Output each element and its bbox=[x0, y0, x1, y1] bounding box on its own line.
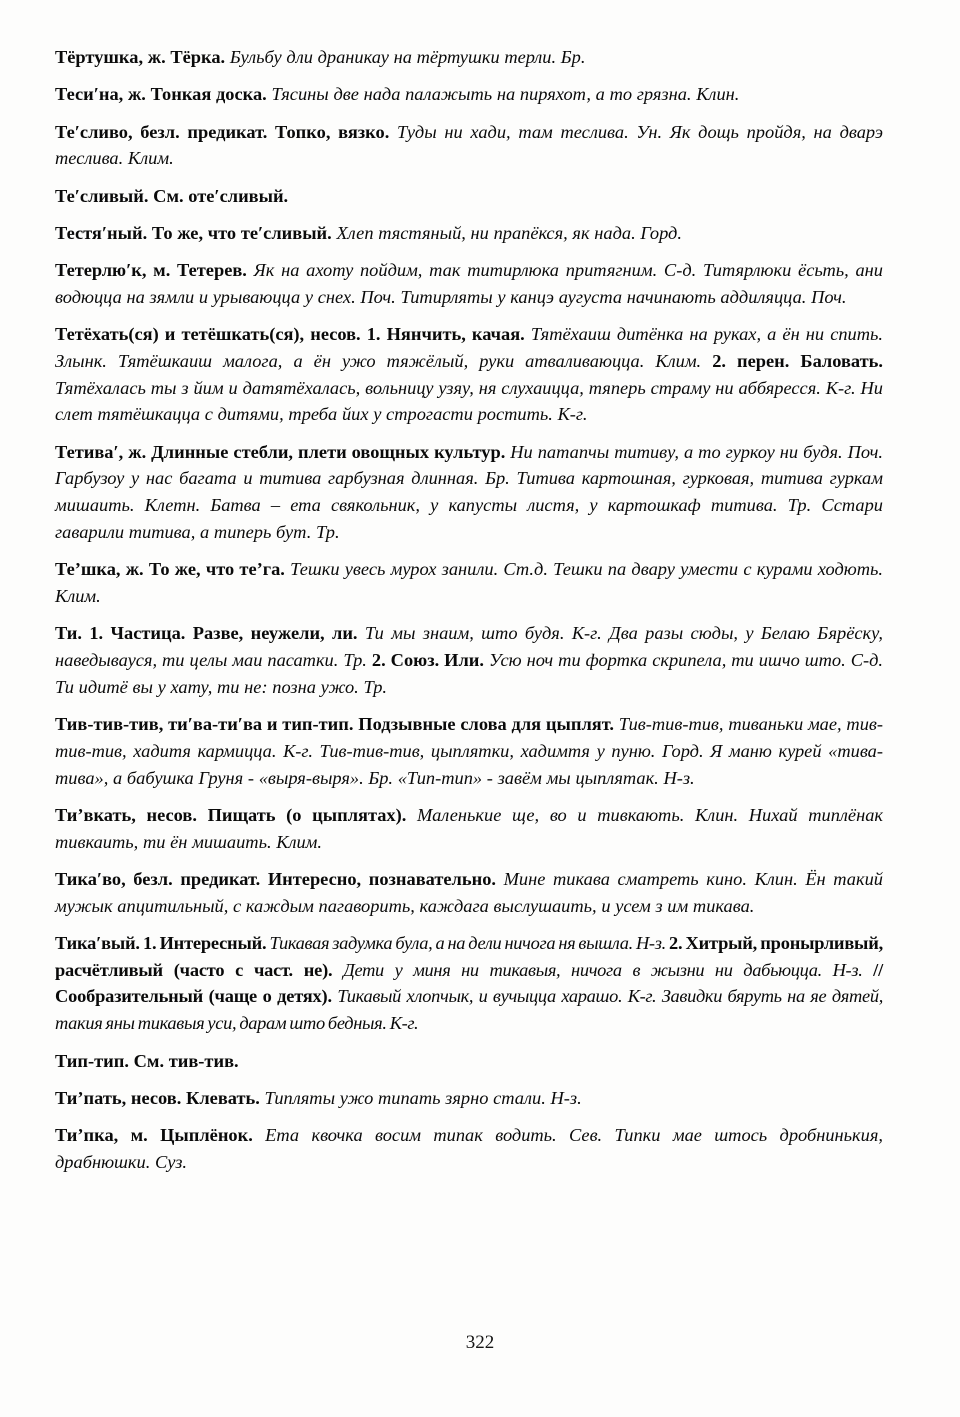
entry-headword: Тетерлю′к, м. Тетерев. bbox=[55, 260, 247, 281]
dictionary-entry bbox=[55, 866, 883, 920]
entry-example: Бульбу дли драникау на тёртушки терли. Бр. bbox=[229, 47, 586, 67]
entry-example: Ни патапчы титиву, а то гуркоу ни будя. Поч. Гарбузоу у нас багата и титива гарбузная длинная. Бр. Титива картошная, гурковая, титива гуркам мишаить. Клетн. Батва – ета свякольник, у капусты листя, у картошкаф титива. Тр. Сстари гаварили титива, а типерь бут. Тр. bbox=[55, 441, 883, 542]
entry-example: Мине тикава сматреть кино. Клин. Ён такий мужык апцитильный, с каждым пагаворить, каждага выслушаить, и усем з им тикава. bbox=[55, 868, 883, 916]
entry-headword: Тика′вый. 1. Интересный. bbox=[55, 932, 267, 953]
entry-example: Ета квочка восим типак водить. Сев. Типки мае штось дробнинькия, драбнюшки. Суз. bbox=[55, 1125, 883, 1172]
entry-example: Типляты ужо типать зярно стали. Н-з. bbox=[264, 1087, 582, 1108]
dictionary-entry bbox=[55, 556, 883, 610]
dictionary-entry bbox=[55, 711, 883, 791]
entry-headword: Ти. 1. Частица. Разве, неужели, ли. bbox=[55, 623, 358, 644]
entry-sense-3-head: // Сообразительный (чаще о детях). bbox=[55, 959, 883, 1007]
dictionary-entry bbox=[55, 44, 883, 71]
entry-example: Тясины две нада палажыть на пиряхот, а то грязна. Клин. bbox=[271, 84, 740, 105]
entry-sense-2-head: 2. Союз. Или. bbox=[371, 650, 484, 671]
entry-headword: Ти’пать, несов. Клевать. bbox=[55, 1087, 260, 1108]
entry-sense-2-head: 2. перен. Баловать. bbox=[712, 350, 883, 371]
entry-headword: Тип-тип. См. тив-тив. bbox=[55, 1050, 239, 1071]
entry-example: Хлеп тястяный, ни прапёкся, як нада. Горд. bbox=[336, 222, 682, 243]
entry-headword: Ти’пка, м. Цыплёнок. bbox=[55, 1125, 253, 1146]
dictionary-entry bbox=[55, 220, 883, 247]
entry-example: Тикавая задумка була, а на дели ничога ня вышла. Н-з. bbox=[269, 932, 666, 953]
entry-headword: Те′сливый. См. оте′сливый. bbox=[55, 185, 289, 206]
entry-example: Тятёхаиш дитёнка на руках, а ён ни спить. Злынк. Тятёшкаиш малога, а ён ужо тяжёлый, руки атваливаюцца. Клим. bbox=[55, 324, 883, 371]
dictionary-entry bbox=[55, 620, 883, 700]
entry-headword: Тетива′, ж. Длинные стебли, плети овощных культур. bbox=[55, 441, 506, 462]
page-number: 322 bbox=[465, 1332, 495, 1353]
dictionary-entry bbox=[55, 321, 883, 428]
dictionary-entry bbox=[55, 1122, 883, 1176]
entry-headword: Тетёхать(ся) и тетёшкать(ся), несов. 1. Нянчить, качая. bbox=[55, 324, 525, 345]
dictionary-entry bbox=[55, 1085, 883, 1112]
entry-headword: Те’шка, ж. То же, что те’га. bbox=[55, 559, 285, 580]
entry-sense-2-example: Усю ноч ти фортка скрипела, ти ишчо што. С-д. Ти идитё вы у хату, ти не: позна ужо. Тр. bbox=[55, 650, 883, 697]
entry-headword: Тив-тив-тив, ти′ва-ти′ва и тип-тип. Подзывные слова для цыплят. bbox=[55, 714, 614, 735]
dictionary-entry bbox=[55, 81, 883, 108]
text-column bbox=[55, 44, 883, 1176]
entry-sense-2-example: Тятёхалась ты з йим и датятёхалась, вольницу узяу, ня слухаицца, тяперь страму ни аббяресся. К-г. Ни слет тятёшкацца с дитями, треба йих у строгасти ростить. К-г. bbox=[55, 377, 883, 425]
dictionary-entry bbox=[55, 257, 883, 311]
dictionary-entry bbox=[55, 930, 883, 1037]
entry-headword: Тестя′ный. То же, что те′сливый. bbox=[55, 222, 332, 243]
entry-headword: Теси′на, ж. Тонкая доска. bbox=[55, 84, 267, 105]
entry-headword: Тика′во, безл. предикат. Интересно, познавательно. bbox=[55, 868, 496, 889]
entry-headword: Тёртушка, ж. Тёрка. bbox=[55, 47, 226, 67]
entry-example: Тив-тив-тив, тиваньки мае, тив-тив-тив, хадитя кармицца. К-г. Тив-тив-тив, цыплятки, хадимтя у пуню. Горд. Я маню курей «тива-тива», а бабушка Груня - «выря-выря». Бр. «Тип-тип» - завём мы цыплятак. Н-з. bbox=[55, 714, 884, 788]
dictionary-entry bbox=[55, 183, 883, 210]
entry-example: Туды ни хади, там теслива. Ун. Як дощь пройдя, на дварэ теслива. Клим. bbox=[55, 121, 883, 169]
dictionary-entry bbox=[55, 1048, 883, 1075]
dictionary-entry bbox=[55, 802, 883, 856]
dictionary-entry bbox=[55, 439, 883, 546]
entry-example: Маленькие ще, во и тивкають. Клин. Нихай типлёнак тивкаить, ти ён мишаить. Клим. bbox=[55, 804, 883, 852]
entry-headword: Ти’вкать, несов. Пищать (о цыплятах). bbox=[55, 804, 407, 825]
entry-example: Тешки увесь мурох занили. Ст.д. Тешки па двару умести с курами ходють. Клим. bbox=[55, 559, 883, 607]
entry-sense-2-example: Дети у миня ни тикавыя, ничога в жызни ни дабьюцца. Н-з. bbox=[343, 959, 863, 980]
entry-sense-3-example: Тикавый хлопчык, и вучыцца харашо. К-г. Завидки бяруть на яе дятей, такия яны тикавыя уси, дарам што бедныя. К-г. bbox=[55, 986, 883, 1034]
entry-sense-2-head: 2. Хитрый, пронырливый, расчётливый (часто с част. не). bbox=[55, 932, 884, 980]
dictionary-entry bbox=[55, 119, 883, 173]
entry-example: Як на ахоту пойдим, так титирлюка притягним. С-д. Титярлюки ёсьть, ани водюцца на зямли и урываюцца у снех. Поч. Титирляты у канцэ аугуста начинають аддиляцца. Поч. bbox=[55, 260, 883, 307]
entry-headword: Те′сливо, безл. предикат. Топко, вязко. bbox=[55, 121, 390, 142]
entry-example: Ти мы знаим, што будя. К-г. Два разы сюды, у Белаю Бярёску, наведывауся, ти целы маи пасатки. Тр. bbox=[55, 623, 884, 671]
